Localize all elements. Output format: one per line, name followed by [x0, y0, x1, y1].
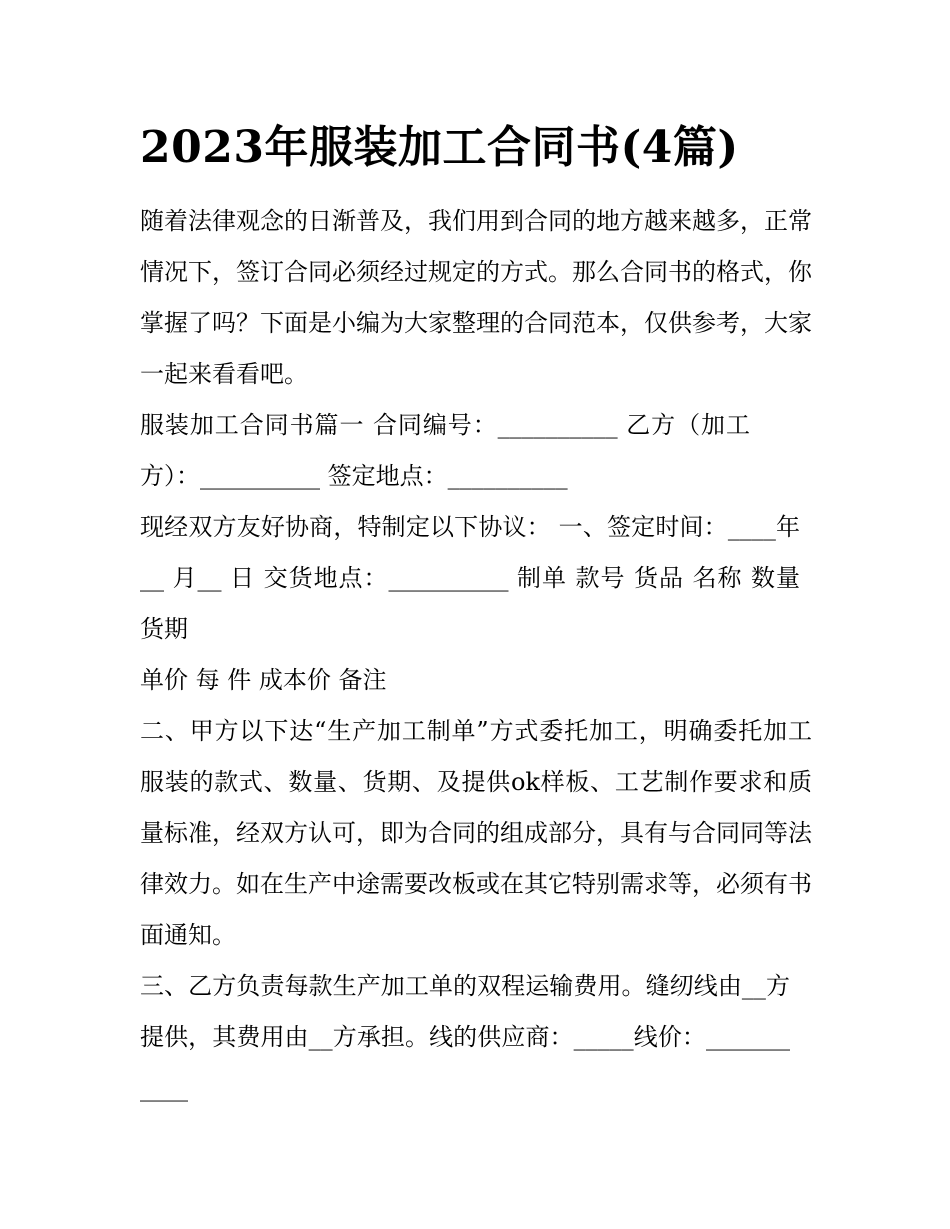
paragraph-agreement-terms: 现经双方友好协商，特制定以下协议： 一、签定时间：____年__ 月__ 日 交货地点：__________ 制单 款号 货品 名称 数量 货期	[140, 513, 800, 643]
document-title: 2023年服装加工合同书(4篇)	[140, 122, 739, 173]
paragraph-intro: 随着法律观念的日渐普及，我们用到合同的地方越来越多，正常情况下，签订合同必须经过规定的方式。那么合同书的格式，你掌握了吗？下面是小编为大家整理的合同范本，仅供参考，大家一起来看看吧。	[140, 207, 812, 388]
paragraph-price-columns: 单价 每 件 成本价 备注	[140, 666, 387, 694]
paragraph-clause-two: 二、甲方以下达“生产加工制单”方式委托加工，明确委托加工服装的款式、数量、货期、及提供ok样板、工艺制作要求和质量标准，经双方认可，即为合同的组成部分，具有与合同同等法律效力。如在生产中途需要改板或在其它特别需求等，必须有书面通知。	[140, 717, 812, 949]
document-body	[140, 196, 812, 1114]
paragraph-contract-header: 服装加工合同书篇一 合同编号：__________ 乙方（加工方）：__________ 签定地点：__________	[140, 411, 750, 490]
paragraph-clause-three: 三、乙方负责每款生产加工单的双程运输费用。缝纫线由__方提供，其费用由__方承担。线的供应商：_____线价：___________	[140, 972, 790, 1102]
